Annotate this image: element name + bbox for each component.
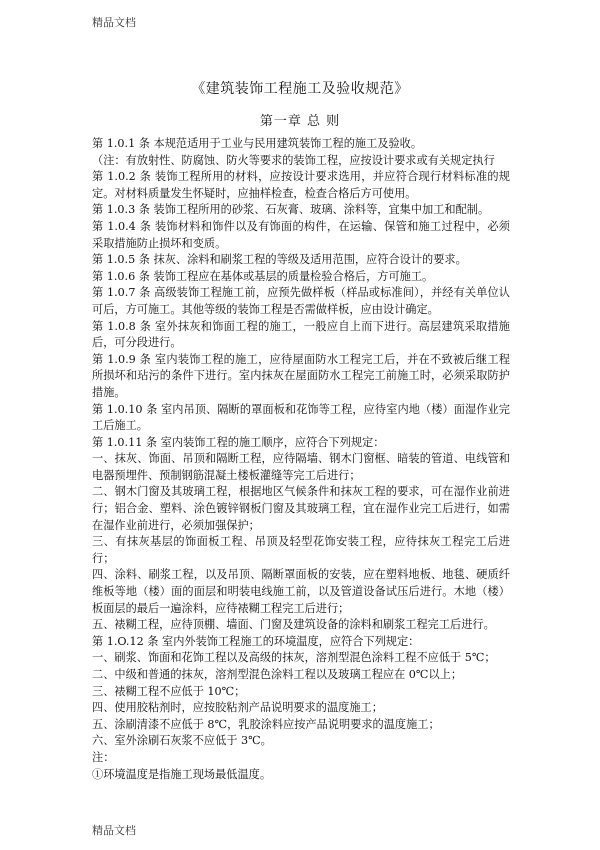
paragraph: 第 1.0.4 条 装饰材料和饰件以及有饰面的构件，在运输、保管和施工过程中，必须采取措施防止损坏和变质。 [92, 219, 510, 250]
paragraph: 注： [92, 750, 115, 764]
paragraph: 二、钢木门窗及其玻璃工程，根据地区气候条件和抹灰工程的要求，可在湿作业前进行；铝合金、塑料、涂色镀锌钢板门窗及其玻璃工程，宜在湿作业完工后进行，如需在湿作业前进行，必须加强保护； [92, 485, 510, 532]
paragraph: （注：有放射性、防腐蚀、防火等要求的装饰工程，应按设计要求或有关规定执行 [92, 153, 495, 167]
paragraph: 第 1.0.6 条 装饰工程应在基体或基层的质量检验合格后，方可施工。 [92, 269, 434, 283]
paragraph: 第 1.0.11 条 室内装饰工程的施工顺序，应符合下列规定： [92, 435, 385, 449]
paragraph: 二、中级和普通的抹灰，溶剂型混色涂料工程以及玻璃工程应在 0℃以上； [92, 668, 463, 681]
paragraph: 四、使用胶粘剂时，应按胶粘剂产品说明要求的温度施工； [92, 701, 383, 715]
paragraph: 一、抹灰、饰面、吊顶和隔断工程，应待隔墙、钢木门窗框、暗装的管道、电线管和电器预埋件、预制钢筋混凝土楼板灌缝等完工后进行； [92, 452, 510, 482]
paragraph: 三、裱糊工程不应低于 10℃； [92, 684, 246, 698]
paragraph: 第 1.0.2 条 装饰工程所用的材料，应按设计要求选用，并应符合现行材料标准的规定。对材料质量发生怀疑时，应抽样检查，检查合格后方可使用。 [92, 170, 510, 200]
paragraph: 五、裱糊工程，应待顶棚、墙面、门窗及建筑设备的涂料和刷浆工程完工后进行。 [92, 618, 495, 632]
paragraph: ①环境温度是指施工现场最低温度。 [92, 767, 272, 781]
paragraph: 第 1.0.3 条 装饰工程所用的砂浆、石灰膏、玻璃、涂料等，宜集中加工和配制。 [92, 203, 490, 217]
paragraph: 一、刷浆、饰面和花饰工程以及高级的抹灰，溶剂型混色涂料工程不应低于 5℃； [92, 651, 496, 665]
paragraph: 第 1.0.1 条 本规范适用于工业与民用建筑装饰工程的施工及验收。 [92, 137, 423, 150]
paragraph: 第 1.0.10 条 室内吊顶、隔断的罩面板和花饰等工程，应待室内地（楼）面湿作业完工后施工。 [92, 402, 510, 433]
paragraph: 五、涂刷清漆不应低于 8℃，乳胶涂料应按产品说明要求的温度施工； [92, 717, 440, 731]
paragraph: 第 1.0.5 条 抹灰、涂料和刷浆工程的等级及适用范围，应符合设计的要求。 [92, 253, 467, 267]
chapter-title: 第一章 总 则 [259, 114, 341, 129]
paragraph: 三、有抹灰基层的饰面板工程、吊顶及轻型花饰安装工程，应待抹灰工程完工后进行； [92, 535, 510, 565]
header-tag: 精品文档 [92, 16, 136, 29]
paragraph: 第 1.O.12 条 室内外装饰工程施工的环境温度，应符合下列规定： [92, 634, 420, 648]
paragraph: 第 1.0.7 条 高级装饰工程施工前，应预先做样板（样品或标准间），并经有关单位认可后，方可施工。其他等级的装饰工程是否需做样板，应由设计确定。 [92, 286, 510, 316]
footer-tag: 精品文档 [92, 824, 136, 837]
paragraph: 第 1.0.8 条 室外抹灰和饰面工程的施工，一般应自上而下进行。高层建筑采取措施后，可分段进行。 [92, 319, 510, 350]
paragraph: 四、涂料、刷浆工程，以及吊顶、隔断罩面板的安装，应在塑料地板、地毯、硬质纤维板等地（楼）面的面层和明装电线施工前，以及管道设备试压后进行。木地（楼）板面层的最后一遍涂料，应待裱糊工程完工后进行； [92, 568, 510, 615]
paragraph: 六、室外涂刷石灰浆不应低于 3℃。 [92, 734, 272, 748]
document-body [92, 136, 510, 783]
paragraph: 第 1.0.9 条 室内装饰工程的施工，应待屋面防水工程完工后，并在不致被后继工程所损坏和玷污的条件下进行。室内抹灰在屋面防水工程完工前施工时，必须采取防护措施。 [92, 352, 510, 399]
document-title: 《建筑装饰工程施工及验收规范》 [191, 81, 409, 97]
